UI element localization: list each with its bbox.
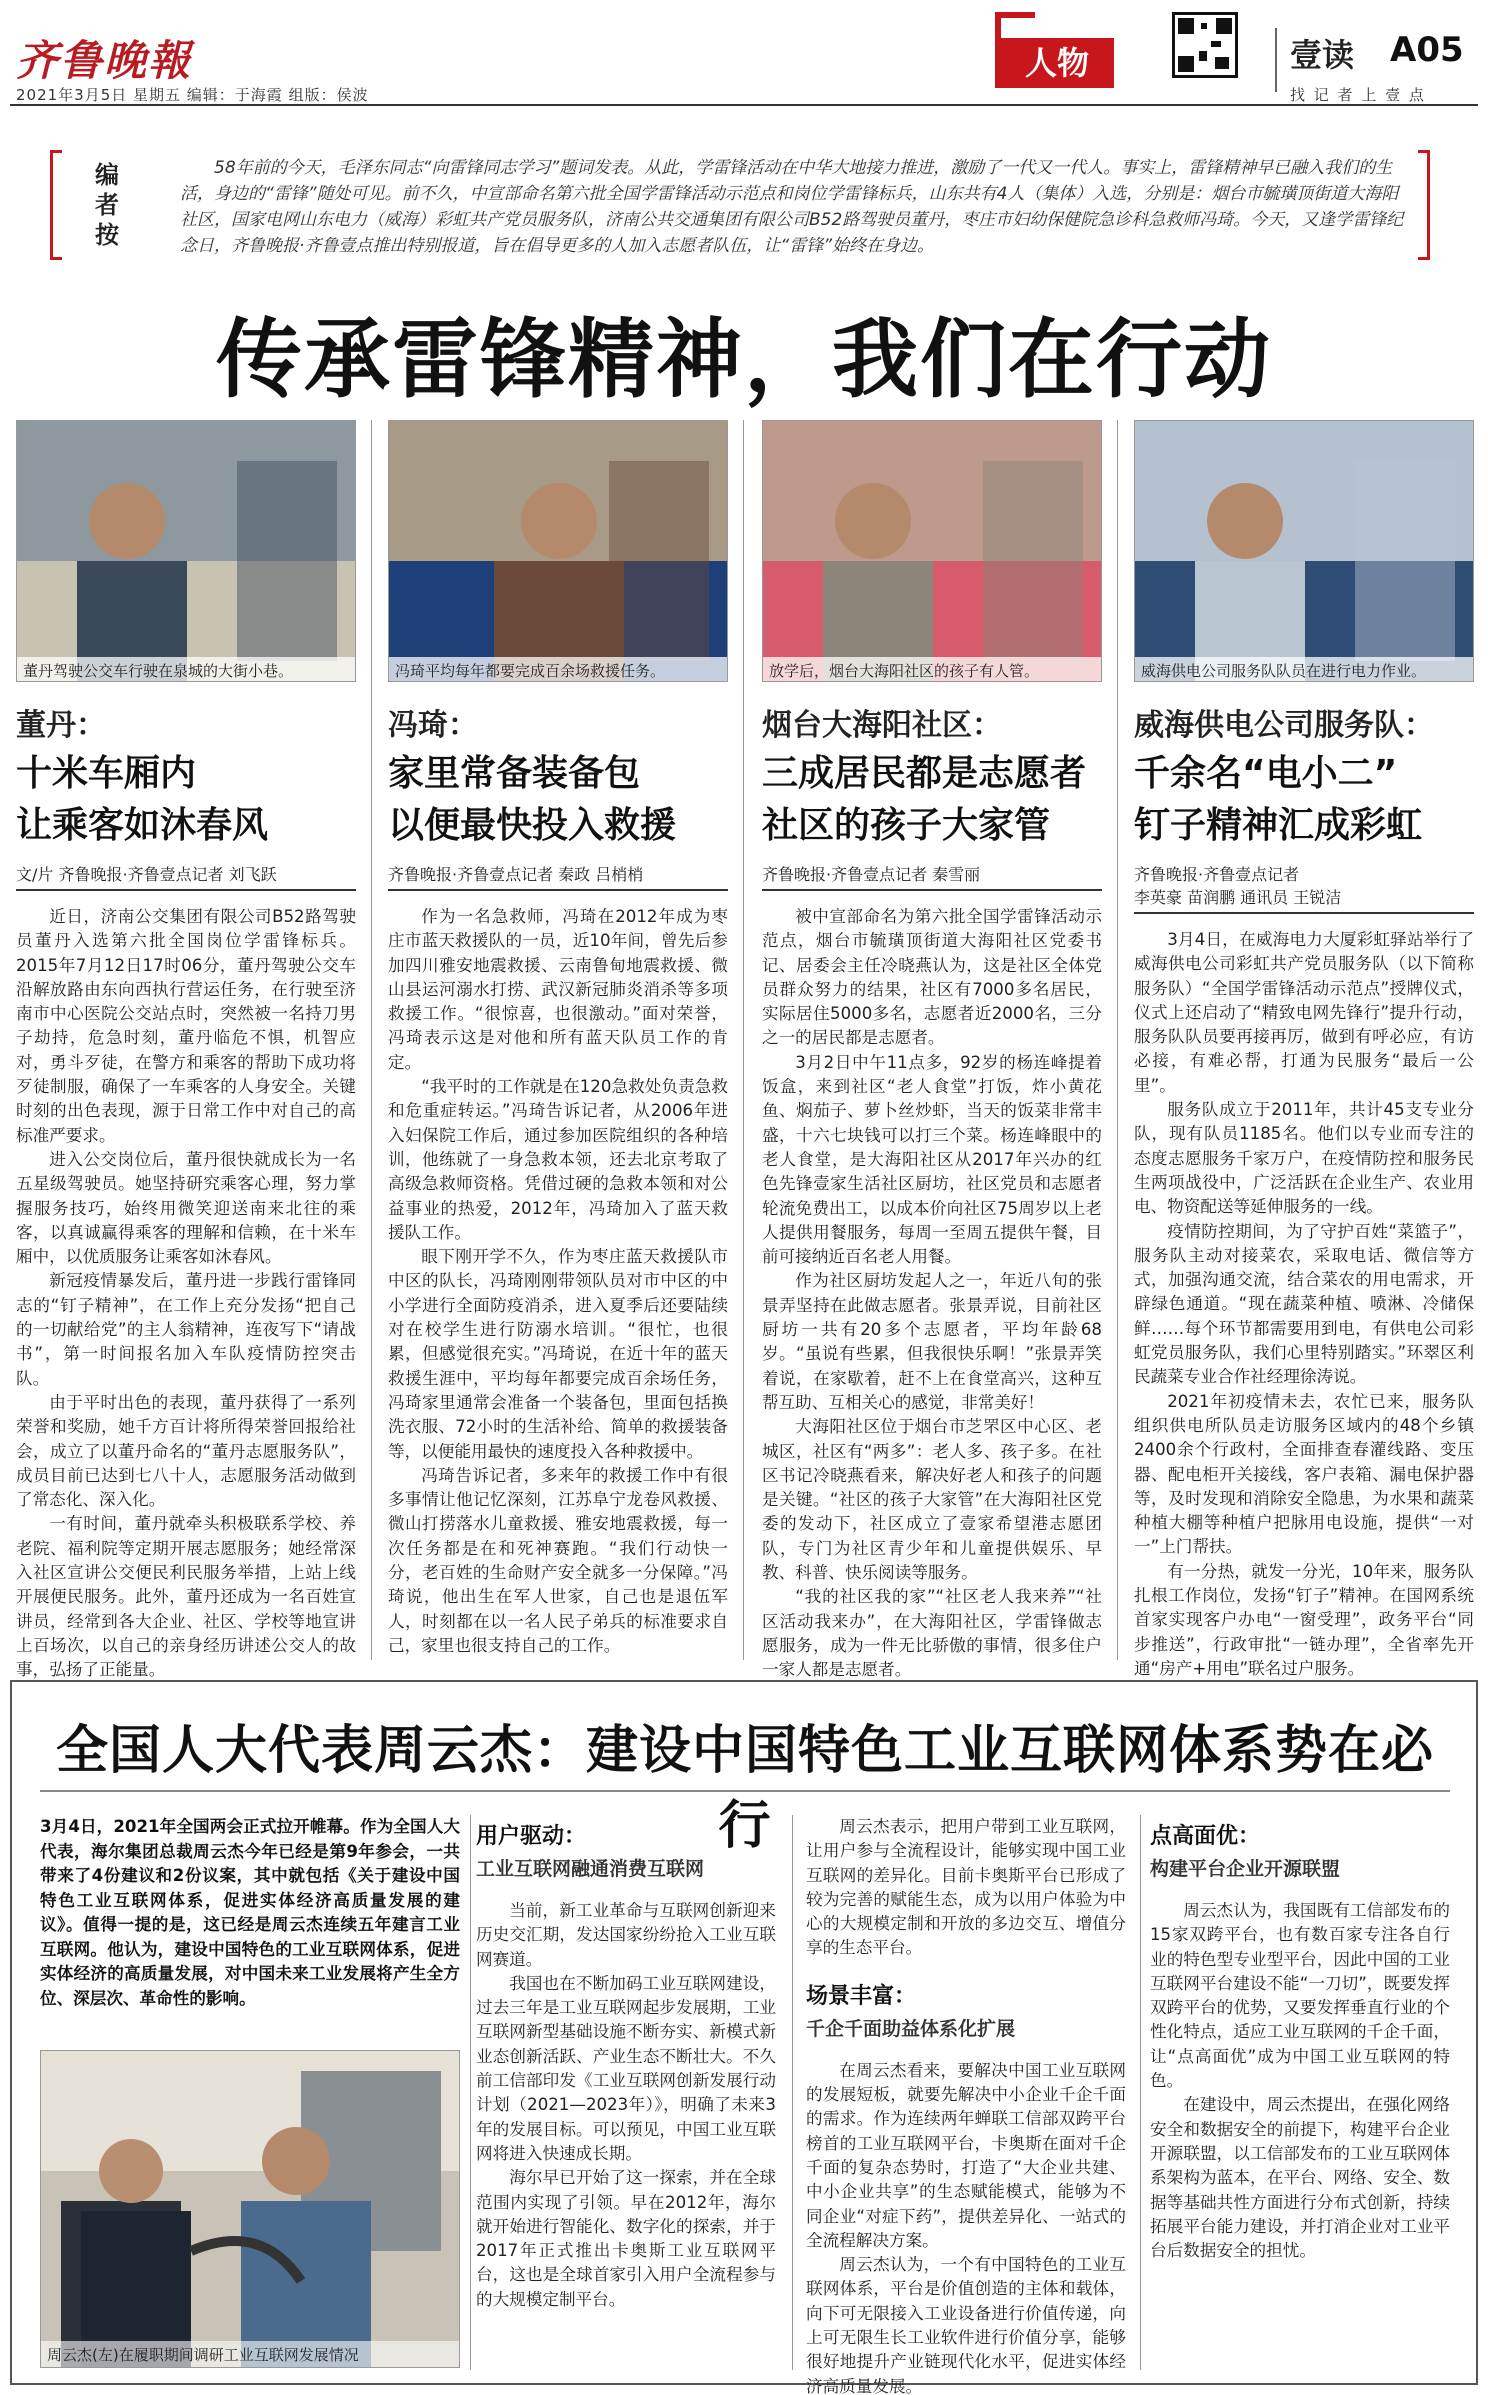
story-title-line-1: 家里常备装备包	[388, 753, 641, 794]
feature-paragraph: 周云杰认为，我国既有工信部发布的15家双跨平台，也有数百家专注各自行业的特色型专业型平台，因此中国的工业互联网平台建设不能“一刀切”，既要发挥双跨平台的优势，又要发挥垂直行业的个性化特点，适应工业互联网的千企千面，让“点高面优”成为中国工业互联网的特色。	[1150, 1901, 1450, 2091]
feature-paragraph: 海尔早已开始了这一探索，并在全球范围内实现了引领。早在2012年，海尔就开始进行智能化、数字化的探索，并于2017年正式推出卡奥斯工业互联网平台，这也是全球首家引入用户全流程参与的大规模定制平台。	[476, 2168, 776, 2309]
story-column	[388, 700, 728, 1658]
story-body	[388, 905, 728, 1658]
story-paragraph: 服务队成立于2011年，共计45支专业分队，现有队员1185名。他们以专业而专注的态度志愿服务千家万户，在疫情防控和服务民生两项战役中，广泛活跃在企业生产、农业用电、物资配送等延伸服务的一线。	[1134, 1100, 1474, 1217]
story-title-line-2: 钉子精神汇成彩虹	[1134, 805, 1423, 846]
story-photo-caption: 董丹驾驶公交车行驶在泉城的大街小巷。	[23, 662, 294, 680]
feature-subhead	[476, 1821, 776, 1885]
feature-paragraph: 在周云杰看来，要解决中国工业互联网的发展短板，就要先解决中小企业千企千面的需求。作为连续两年蝉联工信部双跨平台榜首的工业互联网平台，卡奥斯在面对千企千面的复杂态势时，打造了“大企业共建、中小企业共享”的生态赋能模式，能够为不同企业“对症下药”，提供差异化、一站式的全流程解决方案。	[806, 2060, 1126, 2250]
feature-subhead-sub: 构建平台企业开源联盟	[1150, 1858, 1341, 1880]
feature-body	[1150, 1899, 1450, 2263]
story-kicker: 董丹：	[16, 708, 106, 743]
story-photo	[388, 420, 728, 682]
column-divider	[470, 1815, 471, 2370]
story-paragraph: 2021年初疫情未去，农忙已来，服务队组织供电所队员走访服务区域内的48个乡镇2400余个行政村，全面排查春灌线路、变压器、配电柜开关接线，客户表箱、漏电保护器等，及时发现和消除安全隐患，为水果和蔬菜种植大棚等种植户把脉用电设施，提供“一对一”上门帮扶。	[1134, 1391, 1474, 1557]
story-title-line-1: 三成居民都是志愿者	[762, 753, 1087, 794]
story-paragraph: 被中宣部命名为第六批全国学雷锋活动示范点，烟台市毓璜顶街道大海阳社区党委书记、居委会主任冷晓燕认为，这是社区全体党员群众努力的结果，社区有7000多名居民，实际居住5000多名，志愿者近2000名，三分之一的居民都是志愿者。	[762, 907, 1102, 1048]
editor-note-label: 编者按	[95, 160, 119, 249]
story-paragraph: 进入公交岗位后，董丹很快就成长为一名五星级驾驶员。她坚持研究乘客心理，努力掌握服务技巧，始终用微笑迎送南来北往的乘客，以真诚赢得乘客的理解和信赖，在十米车厢中，以优质服务让乘客如沐春风。	[16, 1149, 356, 1267]
story-body	[1134, 928, 1474, 1681]
story-photo-caption: 威海供电公司服务队队员在进行电力作业。	[1141, 662, 1427, 680]
feature-headline-rule	[40, 1790, 1450, 1792]
story-title-line-2: 社区的孩子大家管	[762, 805, 1051, 846]
story-paragraph: 大海阳社区位于烟台市芝罘区中心区、老城区，社区有“两多”：老人多、孩子多。在社区书记冷晓燕看来，解决好老人和孩子的问题是关键。“社区的孩子大家管”在大海阳社区党委的发动下，社区成立了壹家希望港志愿团队，专门为社区青少年和儿童提供娱乐、早教、科普、快乐阅读等服务。	[762, 1417, 1102, 1583]
story-paragraph: “我平时的工作就是在120急救处负责急救和危重症转运。”冯琦告诉记者，从2006年进入妇保院工作后，通过参加医院组织的各种培训，他练就了一身急救本领，还去北京考取了高级急救师资格。凭借过硬的急救本领和对公益事业的热爱，2012年，冯琦加入了蓝天救援队工作。	[388, 1077, 728, 1242]
column-divider	[1117, 420, 1118, 1660]
feature-subhead-label: 用户驱动：	[476, 1824, 587, 1849]
feature-paragraph: 在建设中，周云杰提出，在强化网络安全和数据安全的前提下，构建平台企业开源联盟，以工信部发布的工业互联网体系架构为蓝本，在平台、网络、安全、数据等基础共性方面进行分布式创新，持续拓展平台能力建设，并打消企业对工业平台后数据安全的担忧。	[1150, 2095, 1450, 2261]
main-headline: 传承雷锋精神，我们在行动	[216, 310, 1272, 410]
feature-paragraph: 周云杰表示，把用户带到工业互联网，让用户参与全流程设计，能够实现中国工业互联网的差异化。目前卡奥斯平台已形成了较为完善的赋能生态，成为以用户体验为中心的大规模定制和开放的多边交互、增值分享的生态平台。	[806, 1817, 1126, 1958]
feature-column-2	[476, 1815, 776, 2312]
masthead-rule	[10, 104, 1478, 106]
feature-subhead-sub: 工业互联网融通消费互联网	[476, 1858, 705, 1880]
feature-paragraph: 当前，新工业革命与互联网创新迎来历史交汇期，发达国家纷纷抢入工业互联网赛道。	[476, 1901, 776, 1969]
story-paragraph: 眼下刚开学不久，作为枣庄蓝天救援队市中区的队长，冯琦刚刚带领队员对市中区的中小学进行全面防疫消杀，进入夏季后还要陆续对在校学生进行防溺水培训。“很忙，也很累，但感觉很充实。”冯琦说，在近十年的蓝天救援生涯中，平均每年都要完成百余场任务，冯琦家里通常会准备一个装备包，里面包括换洗衣服、72小时的生活补给、简单的救援装备等，以便能用最快的速度投入各种救援中。	[388, 1247, 728, 1461]
story-paragraph: 作为社区厨坊发起人之一，年近八旬的张景弄坚持在此做志愿者。张景弄说，目前社区厨坊一共有20多个志愿者，平均年龄68岁。“虽说有些累，但我很快乐啊！”张景弄笑着说，在家歇着，赶不上在食堂高兴，这种互帮互助、互相关心的感觉，非常美好！	[762, 1271, 1102, 1412]
story-paragraph: 一有时间，董丹就牵头积极联系学校、养老院、福利院等定期开展志愿服务；她经常深入社区宣讲公交便民利民服务举措，上站上线开展便民服务。此外，董丹还成为一名百姓宣讲员，经常到各大企业、社区、学校等地宣讲上百场次，以自己的亲身经历讲述公交人的故事，弘扬了正能量。	[16, 1514, 356, 1680]
editor-note-bracket-left	[50, 150, 62, 260]
story-paragraph: 疫情防控期间，为了守护百姓“菜篮子”，服务队主动对接菜农，采取电话、微信等方式，加强沟通交流，结合菜农的用电需求，开辟绿色通道。“现在蔬菜种植、喷淋、冷储保鲜……每个环节都需要用到电，有供电公司彩虹党员服务队，我们心里特别踏实。”环翠区利民蔬菜专业合作社经理徐涛说。	[1134, 1221, 1474, 1387]
editor-note-text: 58年前的今天，毛泽东同志“向雷锋同志学习”题词发表。从此，学雷锋活动在中华大地接力推进，激励了一代又一代人。事实上，雷锋精神早已融入我们的生活，身边的“雷锋”随处可见。前不久，中宣部命名第六批全国学雷锋活动示范点和岗位学雷锋标兵，山东共有4人（集体）入选，分别是：烟台市毓璜顶街道大海阳社区，国家电网山东电力（威海）彩虹共产党员服务队，济南公共交通集团有限公司B52路驾驶员董丹，枣庄市妇幼保健院急诊科急救师冯琦。今天，又逢学雷锋纪念日，齐鲁晚报·齐鲁壹点推出特别报道，旨在倡导更多的人加入志愿者队伍，让“雷锋”始终在身边。	[180, 158, 1404, 256]
story-byline: 齐鲁晚报·齐鲁壹点记者 秦政 吕梢梢	[388, 862, 728, 891]
feature-intro: 3月4日，2021年全国两会正式拉开帷幕。作为全国人大代表，海尔集团总裁周云杰今年已经是第9年参会，一共带来了4份建议和2份议案，其中就包括《关于建设中国特色工业互联网体系，促进实体经济高质量发展的建议》。值得一提的是，这已经是周云杰连续五年建言工业互联网。他认为，建设中国特色的工业互联网体系，促进实体经济的高质量发展，对中国未来工业发展将产生全方位、深层次、革命性的影响。	[40, 1817, 460, 2008]
story-title-line-2: 以便最快投入救援	[388, 805, 677, 846]
story-body	[762, 905, 1102, 1683]
feature-body	[806, 1815, 1126, 1961]
section-tag: 人物	[1000, 38, 1114, 88]
feature-photo-caption: 周云杰(左)在履职期间调研工业互联网发展情况	[47, 2346, 359, 2364]
story-kicker: 威海供电公司服务队：	[1134, 708, 1434, 743]
story-kicker: 冯琦：	[388, 708, 478, 743]
feature-photo	[40, 2050, 460, 2368]
masthead-divider	[1275, 28, 1277, 92]
editor-note-bracket-right	[1418, 150, 1430, 260]
story-paragraph: 3月2日中午11点多，92岁的杨连峰提着饭盒，来到社区“老人食堂”打饭，炸小黄花鱼、焖茄子、萝卜丝炒虾，当天的饭菜非常丰盛，十六七块钱可以打三个菜。杨连峰眼中的老人食堂，是大海阳社区从2017年兴办的红色先锋壹家生活社区厨坊，社区党员和志愿者轮流免费出工，以成本价向社区75周岁以上老人提供用餐服务，每周一至周五提供午餐，目前可接纳近百名老人用餐。	[762, 1052, 1102, 1267]
story-title-line-1: 十米车厢内	[16, 753, 197, 794]
story-photo	[762, 420, 1102, 682]
story-paragraph: 由于平时出色的表现，董丹获得了一系列荣誉和奖励，她千方百计将所得荣誉回报给社会，成立了以董丹命名的“董丹志愿服务队”，成员目前已达到七八十人，志愿服务活动做到了常态化、深入化。	[16, 1392, 356, 1510]
feature-subhead-label: 场景丰富：	[806, 1983, 917, 2009]
feature-column-3	[806, 1815, 1126, 2395]
section-tag-accent	[995, 12, 1035, 18]
story-paragraph: 新冠疫情暴发后，董丹进一步践行雷锋同志的“钉子精神”，在工作上充分发扬“把自己的一切献给党”的主人翁精神，连夜写下“请战书”，第一时间报名加入车队疫情防控突击队。	[16, 1271, 356, 1388]
contact-slogan: 找 记 者 上 壹 点	[1290, 86, 1426, 104]
dateline: 2021年3月5日 星期五 编辑：于海霞 组版：侯波	[16, 86, 369, 104]
feature-subhead-sub: 千企千面助益体系化扩展	[806, 2017, 1016, 2040]
column-name: 壹读	[1290, 36, 1355, 74]
story-paragraph: 冯琦告诉记者，多来年的救援工作中有很多事情让他记忆深刻，江苏阜宁龙卷风救援、微山打捞落水儿童救援、雅安地震救援，每一次任务都是在和死神赛跑。“我们行动快一分，老百姓的生命财产安全就多一分保障。”冯琦说，他出生在军人世家，自己也是退伍军人，时刻都在以一名人民子弟兵的标准要求自己，家里也很支持自己的工作。	[388, 1465, 728, 1655]
story-paragraph: 作为一名急救师，冯琦在2012年成为枣庄市蓝天救援队的一员，近10年间，曾先后参加四川雅安地震救援、云南鲁甸地震救援、微山县运河溺水打捞、武汉新冠肺炎消杀等多项救援工作。“很惊喜，也很激动。”面对荣誉，冯琦表示这是对他和所有蓝天队员工作的肯定。	[388, 907, 728, 1072]
qr-code-icon[interactable]	[1172, 12, 1238, 78]
feature-body	[806, 2059, 1126, 2395]
newspaper-logo: 齐鲁晚報	[16, 36, 193, 85]
story-byline: 齐鲁晚报·齐鲁壹点记者 秦雪丽	[762, 862, 1102, 891]
column-divider	[1140, 1815, 1141, 2370]
feature-headline: 全国人大代表周云杰：建设中国特色工业互联网体系势在必行	[55, 1721, 1434, 1856]
story-paragraph: 有一分热，就发一分光，10年来，服务队扎根工作岗位，发扬“钉子”精神。在国网系统首家实现客户办电“一窗受理”，政务平台“同步推送”，行政审批“一链办理”，全省率先开通“房产+用电”联名过户服务。	[1134, 1561, 1474, 1678]
feature-subhead-label: 点高面优：	[1150, 1824, 1261, 1849]
story-title-line-1: 千余名“电小二”	[1134, 753, 1398, 794]
feature-subhead	[1150, 1821, 1450, 1885]
story-paragraph: 近日，济南公交集团有限公司B52路驾驶员董丹入选第六批全国岗位学雷锋标兵。2015年7月12日17时06分，董丹驾驶公交车沿解放路由东向西执行营运任务，在行驶至济南市中心医院公交站点时，突然被一名持刀男子劫持，危急时刻，董丹临危不惧，机智应对，勇斗歹徒，在警方和乘客的帮助下成功将歹徒制服，确保了一车乘客的人身安全。关键时刻的出色表现，源于日常工作中对自己的高标准严要求。	[16, 907, 356, 1145]
feature-subhead	[806, 1981, 1126, 2045]
feature-paragraph: 我国也在不断加码工业互联网建设，过去三年是工业互联网起步发展期，工业互联网新型基础设施不断夯实、新模式新业态创新活跃、产业生态不断壮大。不久前工信部印发《工业互联网创新发展行动计划（2021—2023年）》，明确了未来3年的发展目标。可以预见，中国工业互联网将进入快速成长期。	[476, 1973, 776, 2163]
story-byline: 齐鲁晚报·齐鲁壹点记者 李英豪 苗润鹏 通讯员 王锐洁	[1134, 862, 1474, 914]
story-photo-caption: 冯琦平均每年都要完成百余场救援任务。	[395, 662, 666, 680]
column-divider	[792, 1815, 793, 2370]
story-byline: 文/片 齐鲁晚报·齐鲁壹点记者 刘飞跃	[16, 862, 356, 891]
column-divider	[743, 420, 744, 1660]
story-title-line-2: 让乘客如沐春风	[16, 805, 269, 846]
feature-body	[476, 1899, 776, 2312]
story-column	[16, 700, 356, 1683]
story-paragraph: 3月4日，在威海电力大厦彩虹驿站举行了威海供电公司彩虹共产党员服务队（以下简称服务队）“全国学雷锋活动示范点”授牌仪式，仪式上还启动了“精致电网先锋行”提升行动，服务队队员要再接再厉，做到有呼必应，有访必接，有难必帮，打通为民服务“最后一公里”。	[1134, 930, 1474, 1095]
feature-column-4	[1150, 1815, 1450, 2263]
page-number: A05	[1390, 30, 1464, 70]
story-column	[762, 700, 1102, 1683]
story-body	[16, 905, 356, 1683]
story-paragraph: “我的社区我的家”“社区老人我来养”“社区活动我来办”，在大海阳社区，学雷锋做志愿服务，成为一件无比骄傲的事情，很多住户一家人都是志愿者。	[762, 1587, 1102, 1680]
feature-paragraph: 周云杰认为，一个有中国特色的工业互联网体系，平台是价值创造的主体和载体，向下可无限接入工业设备进行价值传递，向上可无限生长工业软件进行价值分享，能够很好地提升产业链现代化水平，促进实体经济高质量发展。	[806, 2255, 1126, 2395]
story-photo	[16, 420, 356, 682]
story-photo	[1134, 420, 1474, 682]
story-kicker: 烟台大海阳社区：	[762, 708, 1002, 743]
story-photo-caption: 放学后，烟台大海阳社区的孩子有人管。	[769, 662, 1040, 680]
feature-column-1	[40, 1815, 460, 2011]
column-divider	[371, 420, 372, 1660]
story-column	[1134, 700, 1474, 1681]
